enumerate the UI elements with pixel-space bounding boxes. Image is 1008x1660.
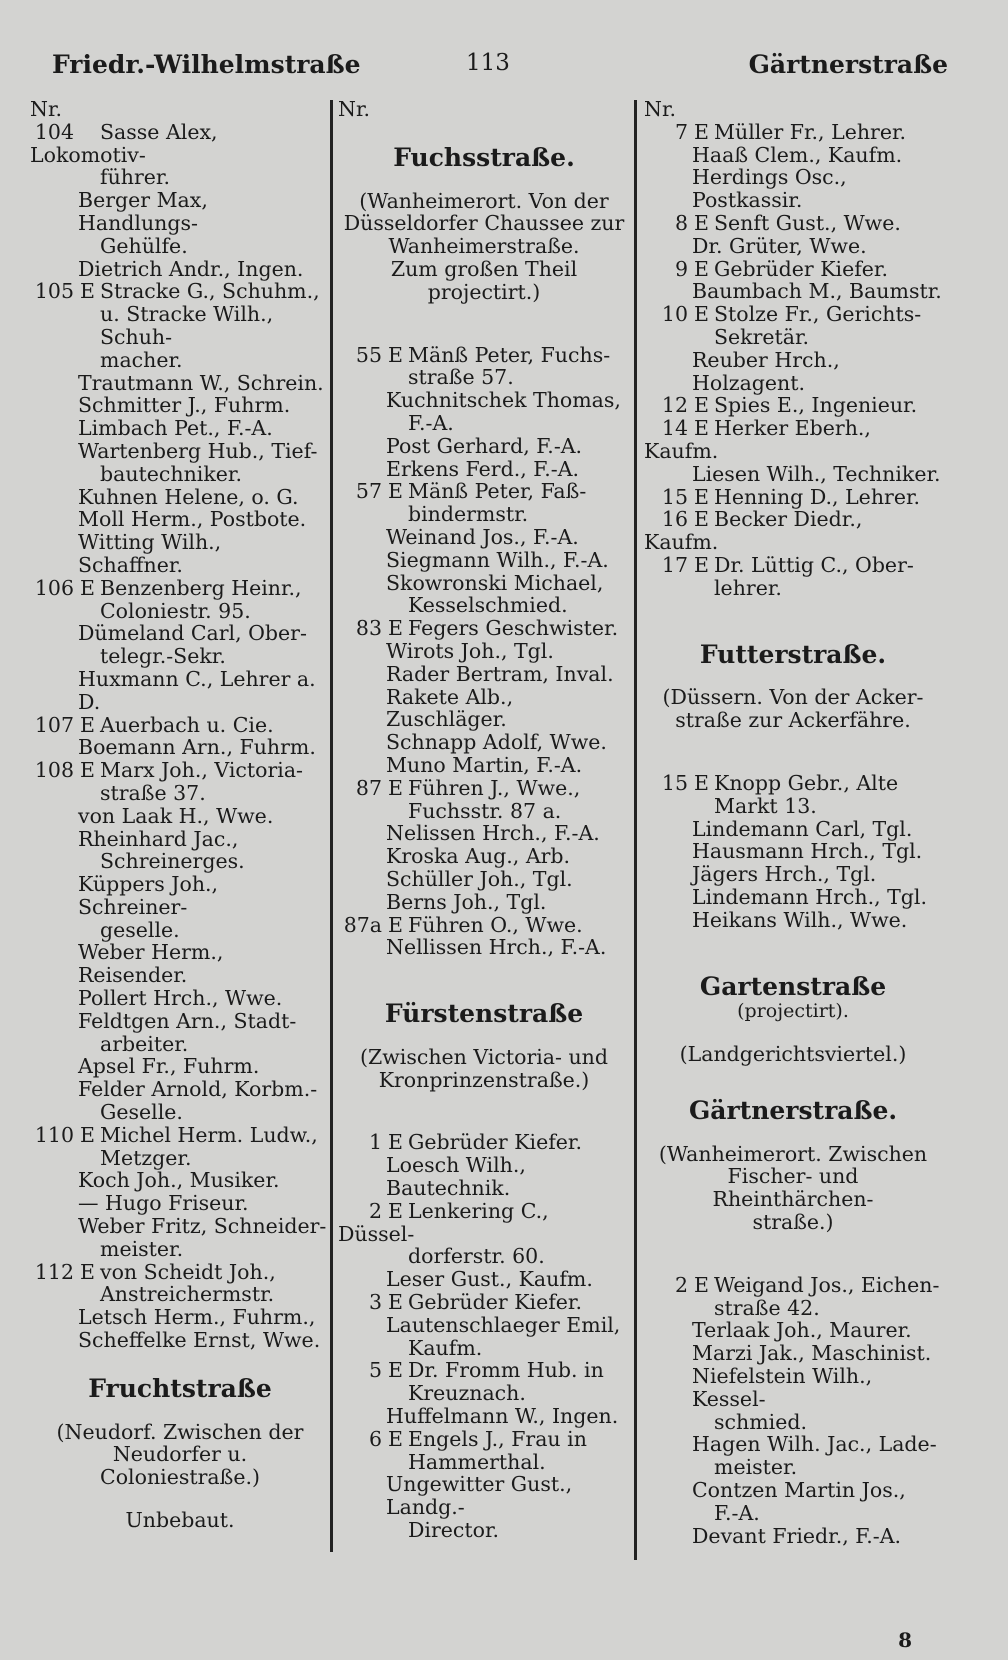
resident: Hausmann Hrch., Tgl. — [692, 839, 923, 864]
entry-line: Kaufm. — [408, 1335, 483, 1360]
entry-line: Coloniestr. 95. — [100, 598, 251, 623]
house-number: 15 — [661, 770, 688, 795]
owner-flag: E — [388, 1290, 403, 1315]
desc-line: Kronprinzenstraße.) — [378, 1067, 590, 1092]
owner-flag: E — [388, 1426, 403, 1451]
owner-flag: E — [80, 1259, 95, 1284]
house-number: 106 — [34, 575, 74, 600]
entry-line: Führen O., Wwe. — [408, 912, 583, 937]
desc-line: straße zur Ackerfähre. — [675, 708, 911, 733]
house-number: 105 — [34, 279, 74, 304]
entry-line: u. Stracke Wilh., Schuh- — [100, 302, 274, 349]
resident: Dr. Grüter, Wwe. — [692, 233, 867, 258]
house-number: 107 — [34, 712, 74, 737]
resident: Marzi Jak., Maschinist. — [692, 1341, 932, 1366]
street-status: (projectirt). — [737, 1000, 849, 1023]
desc-line: Düsseldorfer Chaussee zur — [343, 211, 625, 236]
entry-2-gaertner — [644, 1274, 942, 1320]
entry-line: straße 42. — [714, 1295, 820, 1320]
resident: Terlaak Joh., Maurer. — [692, 1318, 912, 1343]
entry-line: führer. — [100, 165, 170, 190]
street-title: Gartenstraße — [699, 971, 887, 1001]
owner-flag: E — [694, 484, 709, 509]
entry-87 — [338, 777, 630, 823]
resident: Scheffelke Ernst, Wwe. — [78, 1328, 321, 1353]
desc-line: Zum großen Theil projectirt.) — [390, 256, 578, 304]
entry-line: Mänß Peter, Fuchs- — [408, 342, 611, 367]
entry-112 — [30, 1261, 330, 1307]
owner-flag: E — [80, 758, 95, 783]
resident: Rakete Alb., Zuschläger. — [386, 684, 514, 732]
header-left-street: Friedr.-Wilhelmstraße — [52, 50, 361, 79]
resident: Schmitter J., Fuhrm. — [78, 393, 291, 418]
house-number: 17 — [661, 552, 688, 577]
owner-flag: E — [694, 416, 709, 441]
entry-15 — [644, 486, 942, 509]
owner-flag: E — [694, 552, 709, 577]
owner-flag: E — [694, 770, 709, 795]
resident: Moll Herm., Postbote. — [78, 507, 307, 532]
entry-line: Gebrüder Kiefer. — [408, 1130, 582, 1155]
resident: Schnapp Adolf, Wwe. — [386, 730, 607, 755]
owner-flag: E — [694, 210, 709, 235]
house-number: 10 — [661, 302, 688, 327]
nr-label: Nr. — [338, 97, 371, 121]
column-rule-2 — [634, 100, 637, 1560]
street-heading-futterstrasse: Futterstraße. — [699, 639, 887, 669]
resident: Post Gerhard, F.-A. — [386, 433, 583, 458]
resident: Dietrich Andr., Ingen. — [78, 256, 304, 281]
entry-8 — [644, 212, 942, 235]
entry-line: Gebrüder Kiefer. — [408, 1290, 582, 1315]
entry-line: Markt 13. — [714, 793, 817, 818]
street-heading-fruchtstrasse: Fruchtstraße — [88, 1373, 272, 1403]
resident: Boemann Arn., Fuhrm. — [78, 735, 316, 760]
owner-flag: E — [388, 912, 403, 937]
entry-line: Kesselschmied. — [408, 593, 568, 618]
resident: Heikans Wilh., Wwe. — [692, 907, 908, 932]
entry-line: Berger Max, Handlungs- — [78, 188, 208, 235]
entry-line: Marx Joh., Victoria- — [100, 758, 303, 783]
entry-line: Müller Fr., Lehrer. — [714, 119, 907, 144]
desc-line: straße.) — [752, 1210, 834, 1235]
owner-flag: E — [388, 1358, 403, 1383]
resident — [338, 1473, 630, 1541]
street-heading-gartenstrasse — [644, 971, 942, 1024]
resident: Reuber Hrch., Holzagent. — [692, 347, 840, 395]
entry-line: Rheinhard Jac., — [78, 826, 239, 851]
desc-line: (Zwischen Victoria- und — [359, 1044, 608, 1069]
house-number: 12 — [661, 393, 688, 418]
entry-line: Stolze Fr., Gerichts- — [714, 302, 922, 327]
entry-line: Feldtgen Arn., Stadt- — [78, 1008, 297, 1033]
entry-line: Benzenberg Heinr., — [100, 575, 302, 600]
resident: Liesen Wilh., Techniker. — [692, 461, 941, 486]
resident: Erkens Ferd., F.-A. — [386, 456, 580, 481]
house-number: 104 — [34, 119, 74, 144]
entry-line: Dr. Fromm Hub. in — [408, 1358, 604, 1383]
resident: Letsch Herm., Fuhrm., — [78, 1305, 316, 1330]
entry-line: Anstreichermstr. — [100, 1282, 275, 1307]
resident: Leser Gust., Kaufm. — [386, 1267, 593, 1292]
house-number: 110 — [34, 1122, 74, 1147]
entry-line: Herker Eberh., Kaufm. — [644, 416, 871, 463]
resident: Weber Herm., Reisender. — [78, 940, 224, 988]
entry-line: Mänß Peter, Faß- — [408, 479, 587, 504]
resident: Haaß Clem., Kaufm. — [692, 142, 903, 167]
house-number: 7 — [674, 119, 688, 144]
resident: Loesch Wilh., Bautechnik. — [386, 1153, 526, 1201]
owner-flag: E — [388, 616, 403, 641]
entry-line: arbeiter. — [100, 1031, 189, 1056]
column-1 — [30, 98, 330, 1532]
house-number: 8 — [674, 210, 688, 235]
entry-55 — [338, 344, 630, 390]
entry-15-futter — [644, 772, 942, 818]
page-header — [30, 50, 948, 90]
desc-line: Fischer- und Rheinthärchen- — [712, 1164, 874, 1212]
resident: Kroska Aug., Arb. — [386, 844, 571, 869]
entry-107 — [30, 714, 330, 737]
resident: Lindemann Hrch., Tgl. — [692, 884, 927, 909]
column-3 — [644, 98, 942, 1547]
entry-line: Sekretär. — [714, 324, 810, 349]
resident: Devant Friedr., F.-A. — [692, 1523, 902, 1548]
header-right-street: Gärtnerstraße — [748, 50, 948, 79]
resident: Wirots Joh., Tgl. — [386, 638, 554, 663]
resident — [644, 1433, 942, 1479]
resident: Huxmann C., Lehrer a. D. — [78, 666, 316, 714]
entry-line: Wartenberg Hub., Tief- — [78, 438, 318, 463]
desc-line: (Landgerichtsviertel.) — [679, 1042, 907, 1067]
entry-line: telegr.-Sekr. — [100, 644, 226, 669]
entry-1 — [338, 1131, 630, 1154]
resident: Apsel Fr., Fuhrm. — [78, 1054, 260, 1079]
resident: von Laak H., Wwe. — [78, 803, 274, 828]
entry-line: straße 57. — [408, 365, 514, 390]
entry-line: Weigand Jos., Eichen- — [714, 1272, 940, 1297]
nr-label: Nr. — [644, 97, 677, 121]
entry-87a — [338, 914, 630, 937]
entry-10 — [644, 303, 942, 349]
entry-16 — [644, 508, 942, 554]
entry-line: meister. — [100, 1236, 184, 1261]
entry-line: bindermstr. — [408, 502, 529, 527]
entry-line: Dümeland Carl, Ober- — [78, 621, 307, 646]
resident — [338, 1314, 630, 1360]
entry-line: geselle. — [100, 917, 180, 942]
entry-line: Auerbach u. Cie. — [100, 712, 274, 737]
entry-6 — [338, 1428, 630, 1474]
street-note: Unbebaut. — [125, 1508, 235, 1533]
resident: Koch Joh., Musiker. — [78, 1168, 280, 1193]
resident — [30, 1010, 330, 1056]
owner-flag: E — [694, 119, 709, 144]
entry-line: Becker Diedr., Kaufm. — [644, 507, 863, 555]
entry-line: bautechniker. — [100, 461, 242, 486]
entry-line: Gebrüder Kiefer. — [714, 256, 888, 281]
entry-108 — [30, 759, 330, 805]
street-description — [338, 190, 630, 304]
resident: Huffelmann W., Ingen. — [386, 1404, 619, 1429]
house-number: 2 — [368, 1198, 382, 1223]
entry-83 — [338, 617, 630, 640]
house-number: 55 — [355, 342, 382, 367]
entry-9 — [644, 258, 942, 281]
owner-flag: E — [388, 1198, 403, 1223]
resident — [30, 440, 330, 486]
owner-flag: E — [694, 256, 709, 281]
resident: Schüller Joh., Tgl. — [386, 866, 573, 891]
entry-line: Führen J., Wwe., — [408, 775, 581, 800]
street-heading-fuerstenstrasse: Fürstenstraße — [384, 999, 584, 1029]
owner-flag: E — [694, 393, 709, 418]
entry-line: meister. — [714, 1455, 798, 1480]
signature-mark: 8 — [898, 1628, 912, 1652]
entry-line: macher. — [100, 347, 183, 372]
owner-flag: E — [694, 1272, 709, 1297]
owner-flag: E — [694, 302, 709, 327]
resident — [338, 389, 630, 435]
street-description — [644, 1043, 942, 1066]
house-number: 2 — [674, 1272, 688, 1297]
resident: Limbach Pet., F.-A. — [78, 416, 273, 441]
owner-flag: E — [80, 712, 95, 737]
entry-line: straße 37. — [100, 780, 206, 805]
entry-line: Henning D., Lehrer. — [714, 484, 921, 509]
owner-flag: E — [388, 479, 403, 504]
entry-106 — [30, 577, 330, 623]
house-number: 6 — [368, 1426, 382, 1451]
house-number: 9 — [674, 256, 688, 281]
entry-17 — [644, 554, 942, 600]
entry-line: Engels J., Frau in — [408, 1426, 587, 1451]
house-number: 3 — [368, 1290, 382, 1315]
resident: — Hugo Friseur. — [78, 1191, 249, 1216]
resident: Muno Martin, F.-A. — [386, 752, 583, 777]
street-description — [30, 1421, 330, 1489]
entry-line: Ungewitter Gust., Landg.- — [386, 1472, 573, 1520]
resident: Nellissen Hrch., F.-A. — [386, 935, 607, 960]
resident: Berns Joh., Tgl. — [386, 889, 547, 914]
resident — [30, 1078, 330, 1124]
entry-line: Hammerthal. — [408, 1449, 546, 1474]
desc-line: (Düssern. Von der Acker- — [662, 685, 924, 710]
entry-line: Geselle. — [100, 1100, 183, 1125]
desc-line: (Wanheimerort. Zwischen — [658, 1141, 928, 1166]
resident: Siegmann Wilh., F.-A. — [386, 547, 609, 572]
entry-line: Skowronski Michael, — [386, 570, 604, 595]
entry-5 — [338, 1359, 630, 1405]
entry-line: Contzen Martin Jos., — [692, 1478, 906, 1503]
desc-line: (Wanheimerort. Von der — [359, 188, 609, 213]
desc-line: Wanheimerstraße. — [388, 234, 580, 259]
entry-line: Kuchnitschek Thomas, — [386, 388, 621, 413]
resident: Baumbach M., Baumstr. — [692, 279, 942, 304]
resident: Weinand Jos., F.-A. — [386, 524, 579, 549]
entry-7 — [644, 121, 942, 144]
entry-line: Schreinerges. — [100, 849, 245, 874]
resident: Witting Wilh., Schaffner. — [78, 530, 222, 577]
entry-line: Michel Herm. Ludw., — [100, 1122, 318, 1147]
resident — [30, 828, 330, 874]
entry-3 — [338, 1291, 630, 1314]
owner-flag: E — [694, 507, 709, 532]
resident: Kuhnen Helene, o. G. — [78, 484, 299, 509]
entry-2 — [338, 1200, 630, 1268]
entry-line: Lautenschlaeger Emil, — [386, 1312, 621, 1337]
entry-line: Fegers Geschwister. — [408, 616, 619, 641]
street-description — [338, 1046, 630, 1092]
resident: Lindemann Carl, Tgl. — [692, 816, 913, 841]
resident — [338, 572, 630, 618]
house-number: 87a — [343, 912, 382, 937]
entry-104 — [30, 121, 330, 189]
resident — [30, 189, 330, 257]
entry-14 — [644, 417, 942, 463]
entry-line: Niefelstein Wilh., Kessel- — [692, 1364, 873, 1411]
resident — [644, 1365, 942, 1433]
entry-line: schmied. — [714, 1409, 807, 1434]
entry-line: F.-A. — [714, 1500, 760, 1525]
resident — [30, 1215, 330, 1261]
resident: Jägers Hrch., Tgl. — [692, 862, 877, 887]
entry-line: Kreuznach. — [408, 1381, 526, 1406]
entry-line: Küppers Joh., Schreiner- — [78, 872, 219, 919]
house-number: 57 — [355, 479, 382, 504]
house-number: 87 — [355, 775, 382, 800]
owner-flag: E — [388, 1130, 403, 1155]
entry-line: von Scheidt Joh., — [100, 1259, 276, 1284]
house-number: 5 — [368, 1358, 382, 1383]
resident — [30, 622, 330, 668]
resident: Nelissen Hrch., F.-A. — [386, 821, 600, 846]
desc-line: (Neudorf. Zwischen der — [56, 1419, 304, 1444]
owner-flag: E — [80, 1122, 95, 1147]
entry-line: Lenkering C., Düssel- — [338, 1198, 549, 1246]
entry-line: Spies E., Ingenieur. — [714, 393, 918, 418]
owner-flag: E — [80, 575, 95, 600]
resident — [30, 873, 330, 941]
entry-line: dorferstr. 60. — [408, 1244, 545, 1269]
street-description — [644, 1143, 942, 1234]
owner-flag: E — [388, 775, 403, 800]
house-number: 112 — [34, 1259, 74, 1284]
entry-line: Hagen Wilh. Jac., Lade- — [692, 1432, 937, 1457]
entry-line: Sasse Alex, Lokomotiv- — [30, 119, 218, 167]
resident: Trautmann W., Schrein. — [78, 370, 324, 395]
resident — [644, 1479, 942, 1525]
entry-line: lehrer. — [714, 575, 782, 600]
entry-line: Weber Fritz, Schneider- — [78, 1214, 327, 1239]
resident: Rader Bertram, Inval. — [386, 661, 614, 686]
entry-line: F.-A. — [408, 410, 454, 435]
house-number: 1 — [368, 1130, 382, 1155]
entry-line: Dr. Lüttig C., Ober- — [714, 552, 914, 577]
entry-line: Senft Gust., Wwe. — [714, 210, 901, 235]
column-2 — [338, 98, 630, 1542]
street-heading-fuchsstrasse: Fuchsstraße. — [393, 142, 575, 172]
page-number: 113 — [466, 50, 510, 76]
desc-line: Neudorfer u. Coloniestraße.) — [100, 1442, 260, 1490]
entry-105 — [30, 280, 330, 371]
entry-line: Metzger. — [100, 1145, 192, 1170]
entry-line: Felder Arnold, Korbm.- — [78, 1077, 318, 1102]
entry-line: Fuchsstr. 87 a. — [408, 798, 562, 823]
resident: Pollert Hrch., Wwe. — [78, 986, 283, 1011]
resident: Herdings Osc., Postkassir. — [692, 165, 847, 213]
entry-line: Gehülfe. — [100, 233, 188, 258]
column-rule-1 — [330, 100, 333, 1552]
street-description — [644, 686, 942, 732]
owner-flag: E — [80, 279, 95, 304]
entry-12 — [644, 394, 942, 417]
entry-line: Stracke G., Schuhm., — [100, 279, 320, 304]
nr-label: Nr. — [30, 97, 63, 121]
entry-57 — [338, 480, 630, 526]
street-heading-gaertnerstrasse: Gärtnerstraße. — [688, 1095, 898, 1125]
house-number: 14 — [661, 416, 688, 441]
house-number: 83 — [355, 616, 382, 641]
house-number: 16 — [661, 507, 688, 532]
entry-line: Knopp Gebr., Alte — [714, 770, 899, 795]
entry-line: Director. — [408, 1518, 500, 1543]
house-number: 108 — [34, 758, 74, 783]
owner-flag: E — [388, 342, 403, 367]
house-number: 15 — [661, 484, 688, 509]
entry-110 — [30, 1124, 330, 1170]
